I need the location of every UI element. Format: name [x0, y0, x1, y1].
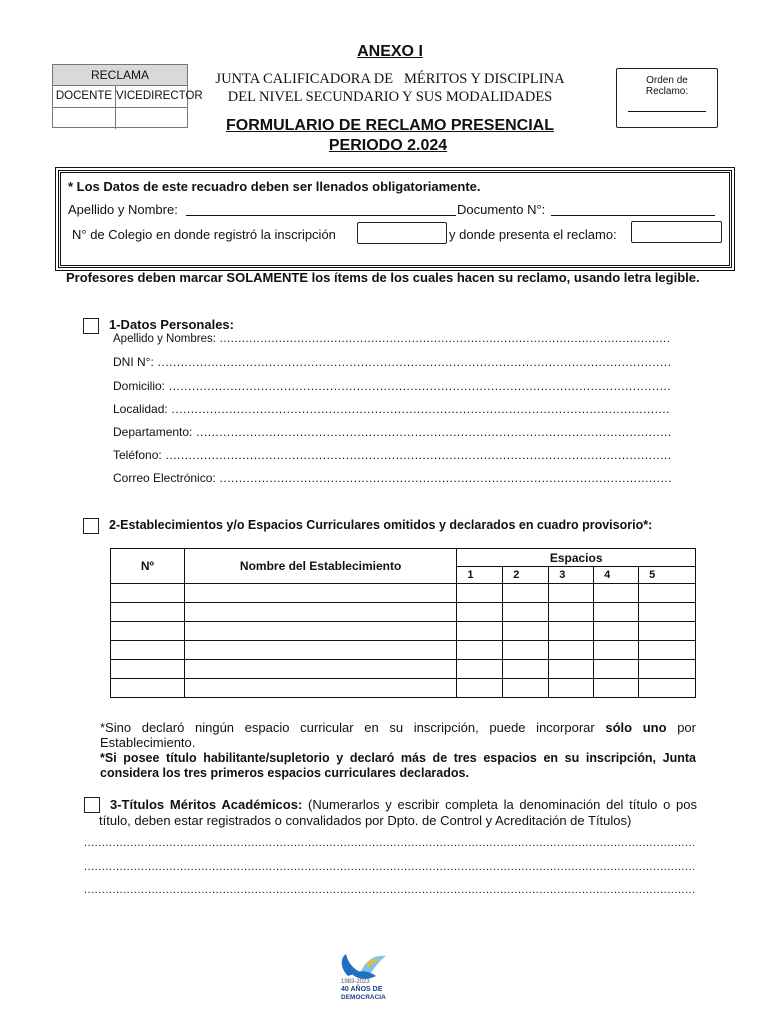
document-label: Documento N°:: [457, 202, 546, 217]
cell-space[interactable]: [639, 641, 696, 660]
cell-space[interactable]: [457, 641, 503, 660]
note-2: *Si posee título habilitante/supletorio y declaró más de tres espacios en su inscripción, Junta considera los tres primeros espacios curriculares declarados.: [100, 751, 696, 780]
field-label: Domicilio:: [113, 379, 166, 393]
field-localidad[interactable]: [113, 402, 671, 416]
orden-line-2: Reclamo:: [645, 86, 689, 97]
cell-space[interactable]: [639, 603, 696, 622]
cell-number[interactable]: [111, 622, 185, 641]
cell-establishment[interactable]: [184, 622, 457, 641]
field-dni[interactable]: [113, 355, 671, 369]
present-input[interactable]: [631, 221, 722, 243]
cell-space[interactable]: [503, 641, 549, 660]
field-label: Apellido y Nombres:: [113, 333, 216, 345]
cell-space[interactable]: [594, 660, 639, 679]
cell-space[interactable]: [503, 660, 549, 679]
cell-space[interactable]: [594, 641, 639, 660]
reclama-header: RECLAMA: [53, 65, 187, 86]
logo-years: 1983-2023: [341, 979, 370, 985]
cell-space[interactable]: [457, 660, 503, 679]
col-header-name: Nombre del Establecimiento: [184, 549, 457, 584]
instruction-text: Profesores deben marcar SOLAMENTE los ítems de los cuales hacen su reclamo, usando letra legible.: [66, 270, 700, 285]
establishments-table: [110, 548, 696, 698]
cell-space[interactable]: [457, 603, 503, 622]
space-number: 3: [549, 567, 594, 584]
dove-icon: [330, 950, 400, 982]
field-label: Correo Electrónico:: [113, 471, 216, 485]
cell-number[interactable]: [111, 679, 185, 698]
note-1: [100, 720, 696, 750]
cell-establishment[interactable]: [184, 641, 457, 660]
field-departamento[interactable]: [113, 425, 671, 439]
reclama-docente-label: DOCENTE: [55, 90, 113, 102]
section3-desc: (Numerarlos y escribir completa la denominación del título o pos título, deben estar registrados o convalidados por Dpto. de Control y Acreditación de Títulos): [99, 797, 698, 828]
cell-space[interactable]: [457, 679, 503, 698]
cell-space[interactable]: [594, 622, 639, 641]
section3-title: 3-Títulos Méritos Académicos:: [110, 797, 303, 812]
cell-space[interactable]: [639, 584, 696, 603]
titles-line-2[interactable]: [84, 861, 694, 873]
field-apellido-nombres[interactable]: [113, 333, 671, 345]
cell-space[interactable]: [549, 679, 594, 698]
col-header-number: Nº: [111, 549, 185, 584]
cell-space[interactable]: [639, 622, 696, 641]
field-telefono[interactable]: [113, 448, 671, 462]
orden-blank-line: [628, 111, 706, 112]
space-number: 4: [594, 567, 639, 584]
section3-checkbox[interactable]: [84, 797, 100, 813]
cell-number[interactable]: [111, 660, 185, 679]
cell-space[interactable]: [503, 603, 549, 622]
field-label: Teléfono:: [113, 448, 162, 462]
table-row: [111, 622, 696, 641]
cell-establishment[interactable]: [184, 603, 457, 622]
form-period: PERIODO 2.024: [328, 137, 448, 154]
field-label: DNI N°:: [113, 355, 154, 369]
note-1-bold: sólo uno: [605, 720, 667, 735]
cell-establishment[interactable]: [184, 584, 457, 603]
note-1-tail: por Establecimiento.: [100, 720, 696, 750]
table-row: [111, 679, 696, 698]
cell-space[interactable]: [549, 622, 594, 641]
cell-space[interactable]: [594, 603, 639, 622]
orden-line-1: Orden de: [646, 75, 688, 86]
cell-space[interactable]: [549, 603, 594, 622]
table-row: [111, 641, 696, 660]
section2-title: 2-Establecimientos y/o Espacios Curriculares omitidos y declarados en cuadro provisorio*:: [109, 518, 653, 532]
note-1-text: *Sino declaró ningún espacio curricular en su inscripción, puede incorporar: [100, 720, 606, 735]
cell-establishment[interactable]: [184, 660, 457, 679]
reclama-vicedirector-label: VICEDIRECTOR: [115, 86, 203, 107]
table-row: [111, 603, 696, 622]
cell-space[interactable]: [457, 622, 503, 641]
org-name: [188, 70, 592, 106]
table-row: [111, 584, 696, 603]
annex-title: ANEXO I: [357, 43, 423, 60]
cell-space[interactable]: [594, 679, 639, 698]
cell-space[interactable]: [503, 679, 549, 698]
mandatory-note: * Los Datos de este recuadro deben ser llenados obligatoriamente.: [68, 179, 481, 194]
cell-space[interactable]: [549, 584, 594, 603]
space-number: 5: [639, 567, 696, 584]
org-line-2: DEL NIVEL SECUNDARIO Y SUS MODALIDADES: [227, 89, 553, 105]
field-label: Localidad:: [113, 402, 168, 416]
section2-checkbox[interactable]: [83, 518, 99, 534]
org-line-1: JUNTA CALIFICADORA DE MÉRITOS Y DISCIPLINA: [215, 71, 565, 87]
section3-text: [99, 797, 697, 829]
cell-space[interactable]: [503, 622, 549, 641]
field-domicilio[interactable]: [113, 379, 671, 393]
field-label: Departamento:: [113, 425, 193, 439]
school-label: N° de Colegio en donde registró la inscripción: [72, 227, 336, 242]
cell-space[interactable]: [549, 660, 594, 679]
cell-space[interactable]: [639, 660, 696, 679]
cell-space[interactable]: [503, 584, 549, 603]
section1-checkbox[interactable]: [83, 318, 99, 334]
democracy-logo: [330, 950, 400, 1005]
col-header-spaces: Espacios: [457, 549, 696, 567]
table-row: [111, 660, 696, 679]
document-line[interactable]: [551, 215, 715, 216]
school-input[interactable]: [357, 222, 447, 244]
cell-space[interactable]: [594, 584, 639, 603]
titles-line-1[interactable]: [84, 837, 694, 849]
cell-space[interactable]: [457, 584, 503, 603]
field-correo[interactable]: [113, 471, 671, 485]
cell-establishment[interactable]: [184, 679, 457, 698]
present-label: y donde presenta el reclamo:: [449, 227, 617, 242]
cell-space[interactable]: [639, 679, 696, 698]
titles-line-3[interactable]: [84, 884, 694, 896]
cell-number[interactable]: [111, 584, 185, 603]
cell-space[interactable]: [549, 641, 594, 660]
space-number: 1: [457, 567, 503, 584]
logo-line-1: 40 AÑOS DE: [341, 986, 383, 993]
space-number: 2: [503, 567, 549, 584]
form-title: FORMULARIO DE RECLAMO PRESENCIAL: [226, 117, 554, 134]
cell-number[interactable]: [111, 603, 185, 622]
logo-line-2: DEMOCRACIA: [341, 994, 386, 1001]
name-label: Apellido y Nombre:: [68, 202, 178, 217]
section1-title: 1-Datos Personales:: [109, 317, 234, 332]
name-line[interactable]: [186, 215, 456, 216]
cell-number[interactable]: [111, 641, 185, 660]
